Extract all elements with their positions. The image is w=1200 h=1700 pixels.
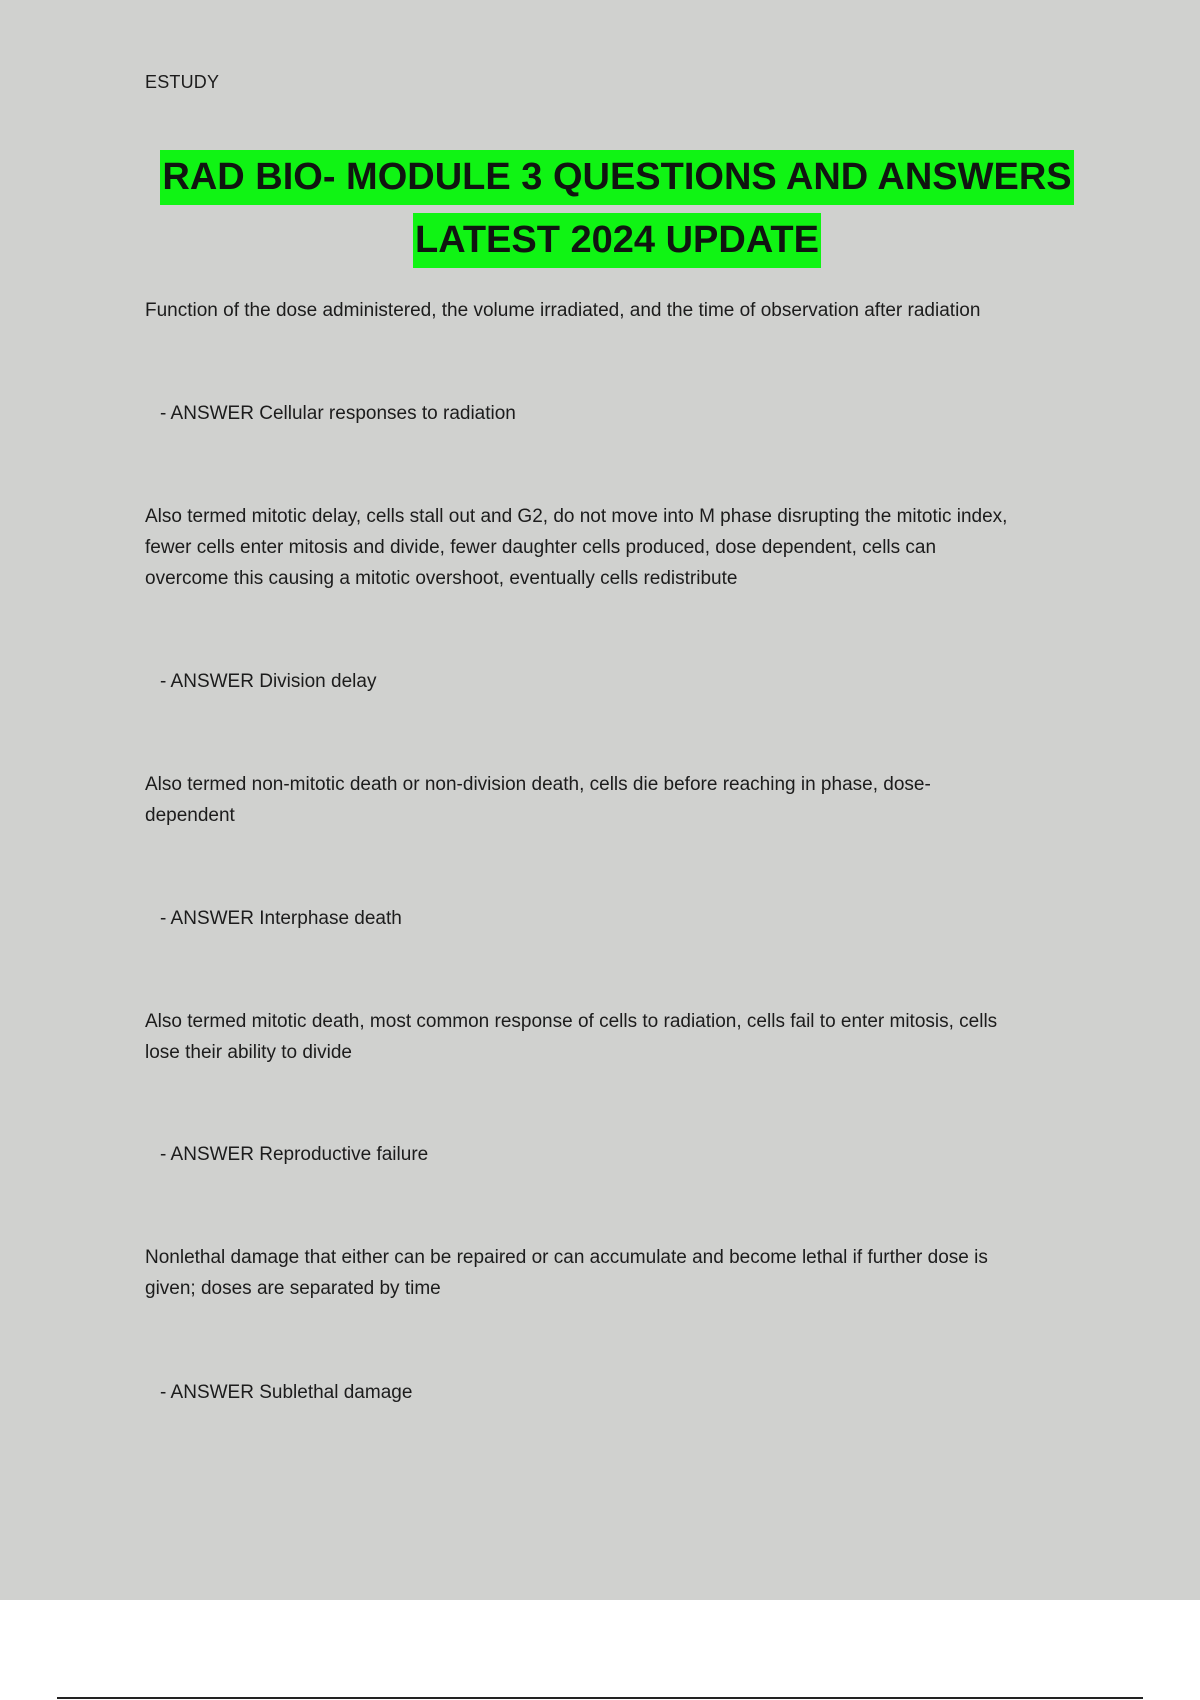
question-text: Also termed mitotic delay, cells stall out and G2, do not move into M phase disrupting the mitotic index, fewer cells enter mitosis and divide, fewer daughter cells produced, dose dependent, cells can overcome this causing a mitotic overshoot, eventually cells redistribute [145,506,1008,589]
document-title [100,150,1134,268]
question-text: Also termed mitotic death, most common response of cells to radiation, cells fail to enter mitosis, cells lose their ability to divide [145,1011,998,1063]
question-text: Also termed non-mitotic death or non-division death, cells die before reaching in phase, dose- dependent [145,774,931,826]
answer-text: - ANSWER Division delay [160,671,377,692]
answer-text: - ANSWER Cellular responses to radiation [160,403,516,424]
question-text: Nonlethal damage that either can be repaired or can accumulate and become lethal if further dose is given; doses are separated by time [145,1247,988,1299]
footer-divider [57,1697,1143,1699]
title-line-1: RAD BIO- MODULE 3 QUESTIONS AND ANSWERS [160,150,1073,205]
answer-text: - ANSWER Reproductive failure [160,1144,429,1165]
answer-text: - ANSWER Sublethal damage [160,1382,413,1403]
header-label: ESTUDY [145,72,220,92]
title-line-2: LATEST 2024 UPDATE [413,213,821,268]
answer-text: - ANSWER Interphase death [160,908,402,929]
question-text: Function of the dose administered, the volume irradiated, and the time of observation after radiation [145,300,981,321]
